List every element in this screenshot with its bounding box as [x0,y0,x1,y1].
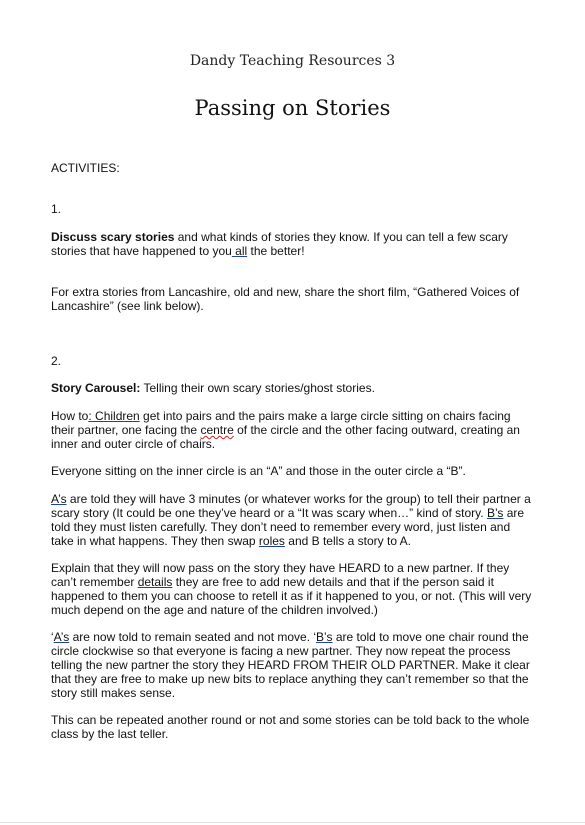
now-bs-word: B’s [316,630,333,644]
carousel-bold: Story Carousel: [51,381,141,395]
roles-word: roles [258,534,285,548]
as-told-paragraph [51,492,536,548]
inner-circle-paragraph: Everyone sitting on the inner circle is an “A” and those in the outer circle a “B”. [51,464,466,478]
now-as-word: A’s [53,630,70,644]
explain-b: they are free to add new details and that if the person said it happened to them you can choose to retell it as if it happened to you, or not. (This will very much depend on the age and nature of the children involved.) [51,575,532,617]
howto-paragraph [51,409,536,451]
item-1-text-a: and what kinds of stories they know. If you can tell a few scary stories that have happened to you [51,230,508,258]
howto-b: get into pairs and the pairs make a large circle sitting on chairs facing their partner, one facing the [51,409,511,437]
details-word: details [137,575,173,589]
howto-c: of the circle and the other facing outward, creating an inner and outer circle of chairs. [51,423,520,451]
explain-paragraph [51,561,536,617]
item-2-number: 2. [51,354,62,368]
carousel-paragraph [51,381,536,395]
repeat-paragraph: This can be repeated another round or not and some stories can be told back to the whole class by the last teller. [51,713,530,741]
item-1-extra: For extra stories from Lancashire, old and new, share the short film, “Gathered Voices of Lancashire” (see link below). [51,285,520,313]
activities-label: ACTIVITIES: [51,161,120,175]
explain-a: Explain that they will now pass on the story they have HEARD to a new partner. If they can’t remember [51,561,510,589]
now-b: are now told to remain seated and not move. ‘ [69,630,317,644]
item-1-paragraph [51,230,536,258]
item-1-bold: Discuss scary stories [51,230,175,244]
carousel-text: Telling their own scary stories/ghost stories. [140,381,375,395]
move-paragraph [51,630,536,700]
now-a: ‘ [51,630,54,644]
item-1-number: 1. [51,202,62,216]
page-bottom-edge [0,822,585,823]
now-c: are told to move one chair round the circle clockwise so that everyone is facing a new partner. They now repeat the process telling the new partner the story they HEARD FROM THEIR OLD PARTNER. Make it clear that they are free to make up new bits to replace anything they can’t remember so that the story still makes sense. [51,630,530,700]
told-b: are told they must listen carefully. They don’t need to remember every word, just listen and take in what happens. They then swap [51,506,525,548]
told-a: are told they will have 3 minutes (or whatever works for the group) to tell their partner a scary story (It could be one they’ve heard or a “It was scary when…” kind of story. [51,492,531,520]
page-title: Passing on Stories [194,96,391,120]
item-1-underlined: all [235,244,248,258]
howto-underlined: : Children [88,409,140,423]
centre-word: centre [200,423,234,437]
bs-word: B’s [486,506,504,520]
told-c: and B tells a story to A. [284,534,412,548]
item-1-text-c: the better! [247,244,305,258]
howto-a: How to [51,409,89,423]
as-word: A’s [51,492,67,506]
page-header: Dandy Teaching Resources 3 [189,53,396,69]
